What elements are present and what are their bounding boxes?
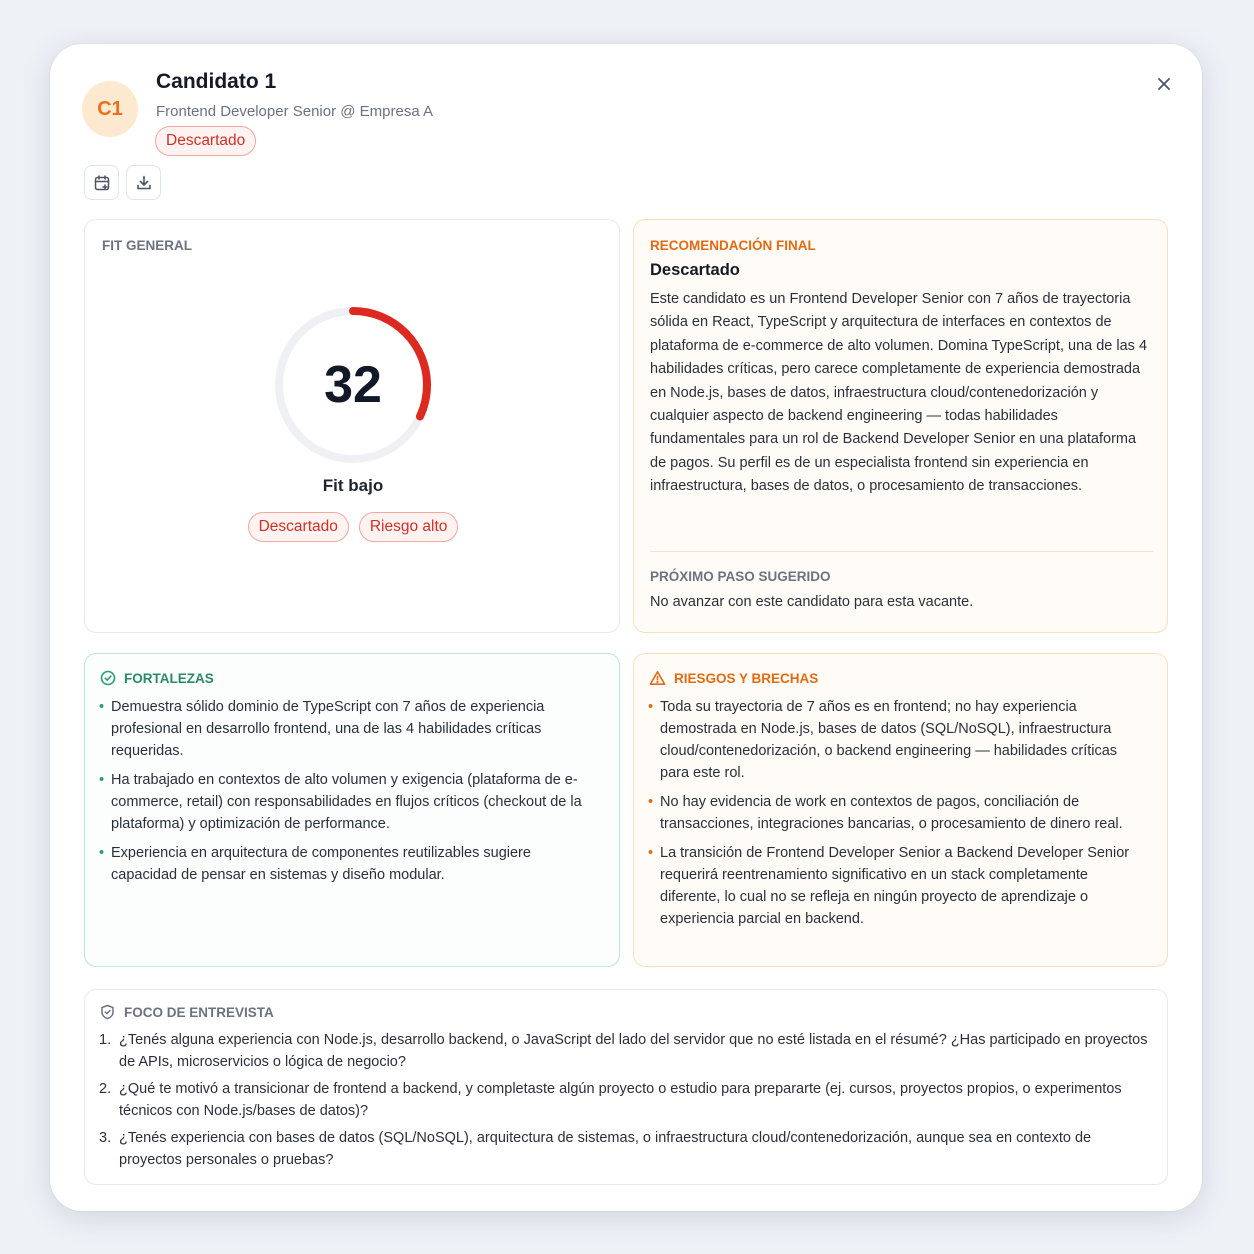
list-item: • Demuestra sólido dominio de TypeScript con 7 años de experiencia profesional en desarrollo frontend, una de las 4 habilidades críticas requeridas. bbox=[99, 696, 599, 762]
close-icon bbox=[1156, 76, 1172, 92]
recommendation-body: Este candidato es un Frontend Developer Senior con 7 años de trayectoria sólida en React, TypeScript y arquitectura de interfaces en contextos de plataforma de e-commerce de alto volumen. Domina TypeScript, una de las 4 habilidades críticas, pero carece completamente de experiencia demostrada en Node.js, bases de datos, infraestructura cloud/contenedorización y cualquier aspecto de backend engineering — todas habilidades fundamentales para un rol de Backend Developer Senior en una plataforma de pagos. Su perfil es de un especialista frontend sin experiencia en infraestructura, bases de datos, o procesamiento de transacciones. bbox=[650, 291, 1148, 495]
fit-card bbox=[84, 219, 620, 633]
list-item bbox=[99, 1128, 1149, 1171]
list-item bbox=[99, 1079, 1149, 1122]
strengths-list bbox=[99, 696, 599, 893]
calendar-icon bbox=[93, 174, 111, 192]
interview-focus-label: FOCO DE ENTREVISTA bbox=[124, 1004, 274, 1020]
close-button[interactable] bbox=[1150, 70, 1178, 98]
schedule-button[interactable] bbox=[84, 165, 119, 200]
list-item: • Ha trabajado en contextos de alto volumen y exigencia (plataforma de e-commerce, retail) con responsabilidades en flujos críticos (checkout de la plataforma) y optimización de performance. bbox=[99, 769, 599, 835]
interview-focus-card bbox=[84, 989, 1168, 1185]
fit-caption: Fit bajo bbox=[322, 476, 384, 495]
candidate-subtitle: Frontend Developer Senior @ Empresa A bbox=[156, 103, 434, 120]
next-step-label: PRÓXIMO PASO SUGERIDO bbox=[650, 569, 831, 584]
risks-card bbox=[633, 653, 1168, 967]
risks-list bbox=[648, 696, 1148, 937]
divider bbox=[650, 551, 1153, 552]
recommendation-title: Descartado bbox=[650, 261, 740, 279]
warning-icon bbox=[649, 670, 666, 686]
list-item: • Toda su trayectoria de 7 años es en frontend; no hay experiencia demostrada en Node.js, bases de datos (SQL/NoSQL), infraestructura cloud/contenedorización, o backend engineering — habilidades críticas para este rol. bbox=[648, 696, 1148, 784]
fit-score: 32 bbox=[324, 356, 382, 414]
status-badge: Descartado bbox=[155, 126, 256, 156]
strengths-header bbox=[100, 670, 214, 686]
item-number: 1. bbox=[99, 1032, 112, 1048]
list-item: • Experiencia en arquitectura de componentes reutilizables sugiere capacidad de pensar en sistemas y diseño modular. bbox=[99, 842, 599, 886]
list-item bbox=[99, 1030, 1149, 1073]
strengths-label: FORTALEZAS bbox=[124, 670, 214, 686]
tag-riesgo-alto: Riesgo alto bbox=[359, 512, 459, 542]
download-button[interactable] bbox=[126, 165, 161, 200]
strengths-card bbox=[84, 653, 620, 967]
fit-label: FIT GENERAL bbox=[102, 238, 192, 253]
shield-check-icon bbox=[100, 1004, 115, 1020]
interview-focus-header bbox=[100, 1004, 274, 1020]
item-number: 3. bbox=[99, 1130, 112, 1146]
risks-label: RIESGOS Y BRECHAS bbox=[674, 670, 819, 686]
list-item: • No hay evidencia de work en contextos de pagos, conciliación de transacciones, integraciones bancarias, o procesamiento de dinero real. bbox=[648, 791, 1148, 835]
candidate-title: Candidato 1 bbox=[156, 70, 277, 93]
recommendation-card bbox=[633, 219, 1168, 633]
item-text: ¿Tenés experiencia con bases de datos (SQL/NoSQL), arquitectura de sistemas, o infraestructura cloud/contenedorización, aunque sea en contexto de proyectos personales o pruebas? bbox=[119, 1130, 1092, 1168]
download-icon bbox=[135, 174, 153, 192]
fit-tags bbox=[85, 512, 621, 542]
risks-header bbox=[649, 670, 818, 686]
interview-focus-list bbox=[99, 1030, 1149, 1177]
avatar: C1 bbox=[82, 81, 138, 137]
next-step-body: No avanzar con este candidato para esta vacante. bbox=[650, 594, 974, 610]
item-number: 2. bbox=[99, 1081, 112, 1097]
list-item: • La transición de Frontend Developer Senior a Backend Developer Senior requerirá reentrenamiento significativo en un stack completamente diferente, lo cual no se refleja en ningún proyecto de aprendizaje o experiencia parcial en backend. bbox=[648, 842, 1148, 930]
candidate-modal bbox=[50, 44, 1202, 1211]
item-text: ¿Qué te motivó a transicionar de frontend a backend, y completaste algún proyecto o estudio para prepararte (ej. cursos, proyectos propios, o experimentos técnicos con Node.js/bases de datos)? bbox=[119, 1081, 1122, 1119]
tag-descartado: Descartado bbox=[248, 512, 349, 542]
item-text: ¿Tenés alguna experiencia con Node.js, desarrollo backend, o JavaScript del lado del servidor que no esté listada en el résumé? ¿Has participado en proyectos de APIs, microservicios o lógica de negocio? bbox=[119, 1032, 1148, 1070]
recommendation-label: RECOMENDACIÓN FINAL bbox=[650, 238, 816, 253]
check-circle-icon bbox=[100, 670, 116, 686]
